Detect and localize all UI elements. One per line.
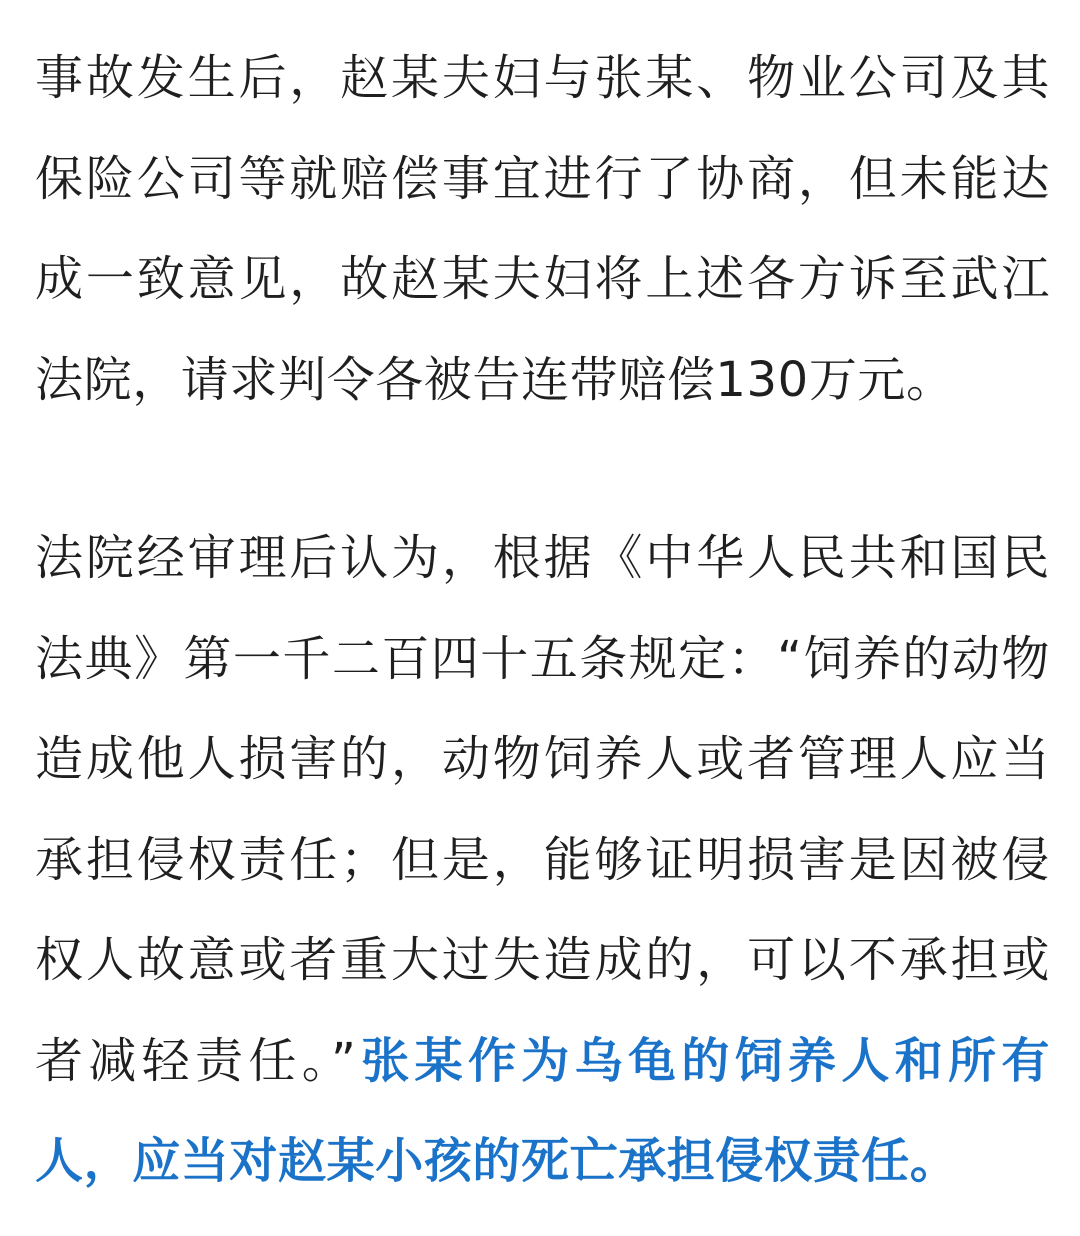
paragraph-2 <box>35 508 1050 1212</box>
paragraph-2-highlight: 张某作为乌龟的饲养人和所有人，应当对赵某小孩的死亡承担侵权责任。 <box>35 1032 1050 1189</box>
paragraph-2-text: 法院经审理后认为，根据《中华人民共和国民法典》第一千二百四十五条规定：“饲养的动物造成他人损害的，动物饲养人或者管理人应当承担侵权责任；但是，能够证明损害是因被侵权人故意或者重大过失造成的，可以不承担或者减轻责任。” <box>35 530 1050 1089</box>
article-body <box>35 28 1050 1212</box>
paragraph-1: 事故发生后，赵某夫妇与张某、物业公司及其保险公司等就赔偿事宜进行了协商，但未能达成一致意见，故赵某夫妇将上述各方诉至武江法院，请求判令各被告连带赔偿130万元。 <box>35 50 1050 408</box>
